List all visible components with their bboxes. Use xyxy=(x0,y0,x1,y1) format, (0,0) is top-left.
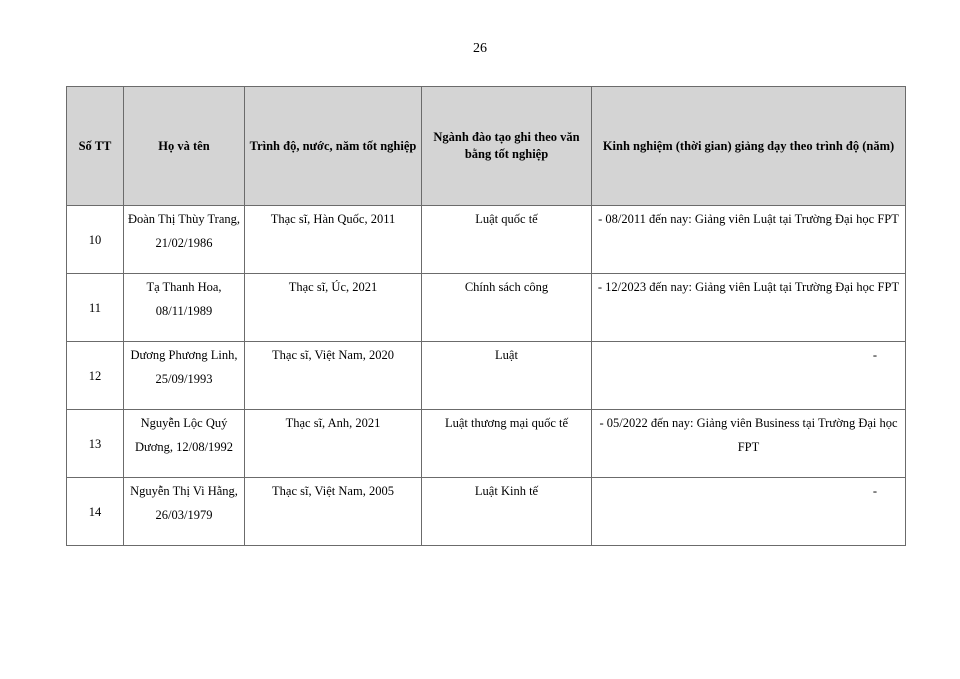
cell-experience: - 05/2022 đến nay: Giảng viên Business tại Trường Đại học FPT xyxy=(592,410,906,478)
cell-degree: Thạc sĩ, Việt Nam, 2020 xyxy=(245,342,422,410)
table-row xyxy=(67,410,906,478)
cell-major: Luật thương mại quốc tế xyxy=(422,410,592,478)
cell-degree: Thạc sĩ, Úc, 2021 xyxy=(245,274,422,342)
cell-major: Luật quốc tế xyxy=(422,206,592,274)
cell-no: 12 xyxy=(67,342,124,410)
header-name: Họ và tên xyxy=(124,87,245,206)
header-experience: Kinh nghiệm (thời gian) giảng dạy theo trình độ (năm) xyxy=(592,87,906,206)
cell-major: Luật xyxy=(422,342,592,410)
faculty-table xyxy=(66,86,906,546)
table-row xyxy=(67,342,906,410)
cell-experience: - xyxy=(592,478,906,546)
cell-degree: Thạc sĩ, Hàn Quốc, 2011 xyxy=(245,206,422,274)
header-degree: Trình độ, nước, năm tốt nghiệp xyxy=(245,87,422,206)
cell-no: 10 xyxy=(67,206,124,274)
table-header xyxy=(67,87,906,206)
table-row xyxy=(67,206,906,274)
cell-name: Nguyễn Thị Vi Hằng, 26/03/1979 xyxy=(124,478,245,546)
cell-degree: Thạc sĩ, Việt Nam, 2005 xyxy=(245,478,422,546)
cell-experience: - xyxy=(592,342,906,410)
header-major: Ngành đào tạo ghi theo văn bằng tốt nghiệp xyxy=(422,87,592,206)
cell-name: Tạ Thanh Hoa, 08/11/1989 xyxy=(124,274,245,342)
table-row xyxy=(67,274,906,342)
page-number: 26 xyxy=(473,41,487,56)
cell-degree: Thạc sĩ, Anh, 2021 xyxy=(245,410,422,478)
cell-no: 13 xyxy=(67,410,124,478)
header-row xyxy=(67,87,906,206)
cell-no: 11 xyxy=(67,274,124,342)
cell-name: Nguyễn Lộc Quý Dương, 12/08/1992 xyxy=(124,410,245,478)
table-row xyxy=(67,478,906,546)
table-body xyxy=(67,206,906,546)
cell-name: Dương Phương Linh, 25/09/1993 xyxy=(124,342,245,410)
cell-name: Đoàn Thị Thùy Trang, 21/02/1986 xyxy=(124,206,245,274)
header-no: Số TT xyxy=(67,87,124,206)
cell-major: Luật Kinh tế xyxy=(422,478,592,546)
cell-major: Chính sách công xyxy=(422,274,592,342)
cell-experience: - 12/2023 đến nay: Giảng viên Luật tại Trường Đại học FPT xyxy=(592,274,906,342)
cell-no: 14 xyxy=(67,478,124,546)
cell-experience: - 08/2011 đến nay: Giảng viên Luật tại Trường Đại học FPT xyxy=(592,206,906,274)
